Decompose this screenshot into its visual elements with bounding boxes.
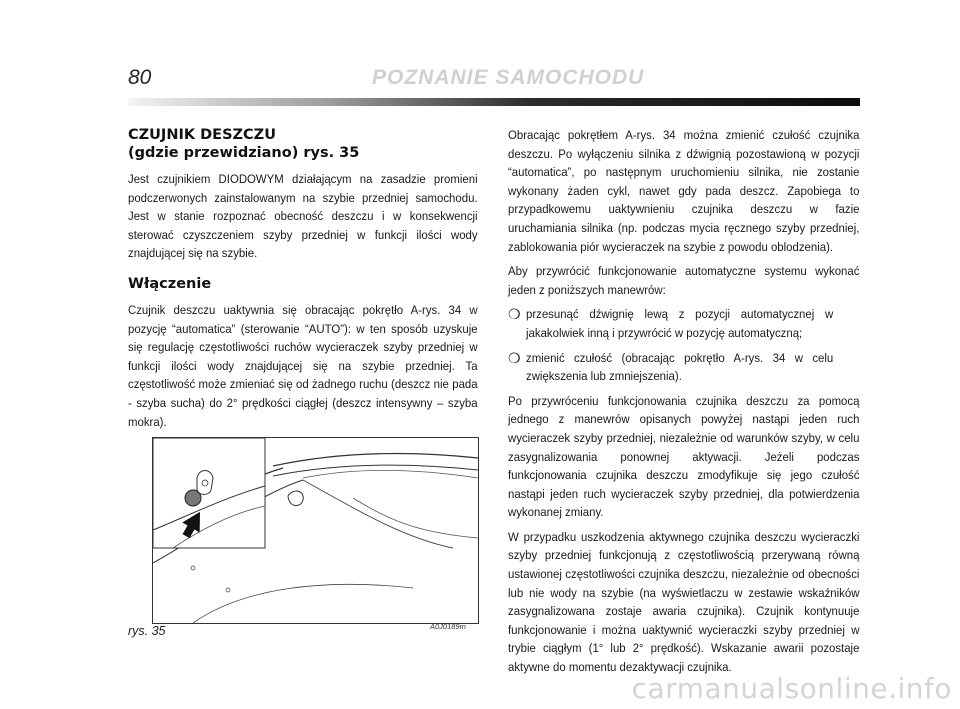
bullet-circle-icon: ❍	[508, 306, 521, 323]
section-title	[128, 126, 478, 162]
activation-paragraph: Czujnik deszczu uaktywnia się obracając pokrętło A-rys. 34 w pozycję “automatica” (sterowanie “AUTO”): w ten sposób uzyskuje się regulację częstotliwości ruchów wycieraczek szyby przedniej w funkcji ilości wody znajdującej się na szybie przedniej. Ta częstotliwość może zmieniać się od żadnego ruchu (deszcz nie pada - szyba sucha) do 2° prędkości ciągłej (deszcz intensywny – szyba mokra).	[128, 302, 478, 429]
page-header	[0, 0, 960, 110]
restore-paragraph: Aby przywrócić funkcjonowanie automatyczne systemu wykonać jeden z poniższych manewrów:	[508, 264, 860, 297]
running-title: POZNANIE SAMOCHODU	[372, 66, 645, 89]
failure-paragraph: W przypadku uszkodzenia aktywnego czujnika deszczu wycieraczki szyby przedniej funkcjonują z częstotliwością przerywaną równą ustawionej częstotliwości czujnika deszczu, niezależnie od obecności lub nie wody na szybie (na wyświetlaczu w zestawie wskaźników zasygnalizowana zostaje awaria czujnika). Czujnik kontynuuje funkcjonowanie i można uaktywnić wycieraczki szyby przedniej w trybie ciągłym (1° lub 2° prędkość). Wskazanie awarii pozostaje aktywne do momentu dezaktywacji czujnika.	[508, 529, 860, 675]
section-title-line2: (gdzie przewidziano) rys. 35	[128, 145, 360, 161]
subsection-title: Włączenie	[128, 275, 212, 292]
rain-sensor-figure	[152, 437, 479, 624]
windshield-illustration	[153, 438, 478, 623]
watermark: carmanualsonline.info	[631, 672, 952, 705]
right-column	[508, 126, 860, 683]
bullet-circle-icon: ❍	[508, 349, 521, 366]
section-title-line1: CZUJNIK DESZCZU	[128, 127, 276, 143]
list-item-text: przesunąć dźwignię lewą z pozycji automatycznej w jakakolwiek inną i przywrócić w pozycję automatyczną;	[526, 307, 834, 340]
sensitivity-paragraph: Obracając pokrętłem A-rys. 34 można zmienić czułość czujnika deszczu. Po wyłączeniu silnika z dźwignią pozostawioną w pozycji “automatica”, po następnym uruchomieniu silnika, nie zostanie wykonany żaden cykl, nawet gdy pada deszcz. Zapobiega to przypadkowemu uaktywnieniu czujnika deszczu w fazie uruchamiania silnika (np. podczas mycia ręcznego szyby przedniej, zablokowania piór wycieraczek na szybie z powodu oblodzenia).	[508, 128, 860, 254]
figure-code: A0J0189m	[430, 622, 466, 631]
list-item	[508, 305, 860, 342]
figure-caption: rys. 35	[128, 624, 166, 638]
reactivation-paragraph: Po przywróceniu funkcjonowania czujnika deszczu za pomocą jednego z manewrów opisanych powyżej nastąpi jeden ruch wycieraczek szyby przedniej, niezależnie od warunków szyby, w celu zasygnalizowania ponownej aktywacji. Jeżeli podczas funkcjonowania czujnika deszczu zmodyfikuje się jego czułość nastąpi jeden ruch wycieraczek szyby przedniej, dla potwierdzenia wykonanej zmiany.	[508, 393, 860, 520]
page-number: 80	[128, 66, 152, 89]
list-item-text: zmienić czułość (obracając pokrętło A-rys. 34 w celu zwiększenia lub zmniejszenia).	[526, 350, 834, 384]
intro-paragraph: Jest czujnikiem DIODOWYM działającym na zasadzie promieni podczerwonych zainstalowanym na szybie przedniej samochodu. Jest w stanie rozpoznać obecność deszczu i w konsekwencji sterować czyszczeniem szyby przedniej w funkcji ilości wody znajdującej się na szybie.	[128, 172, 478, 261]
list-item	[508, 349, 860, 386]
header-rule	[128, 98, 860, 106]
left-column	[128, 126, 478, 437]
